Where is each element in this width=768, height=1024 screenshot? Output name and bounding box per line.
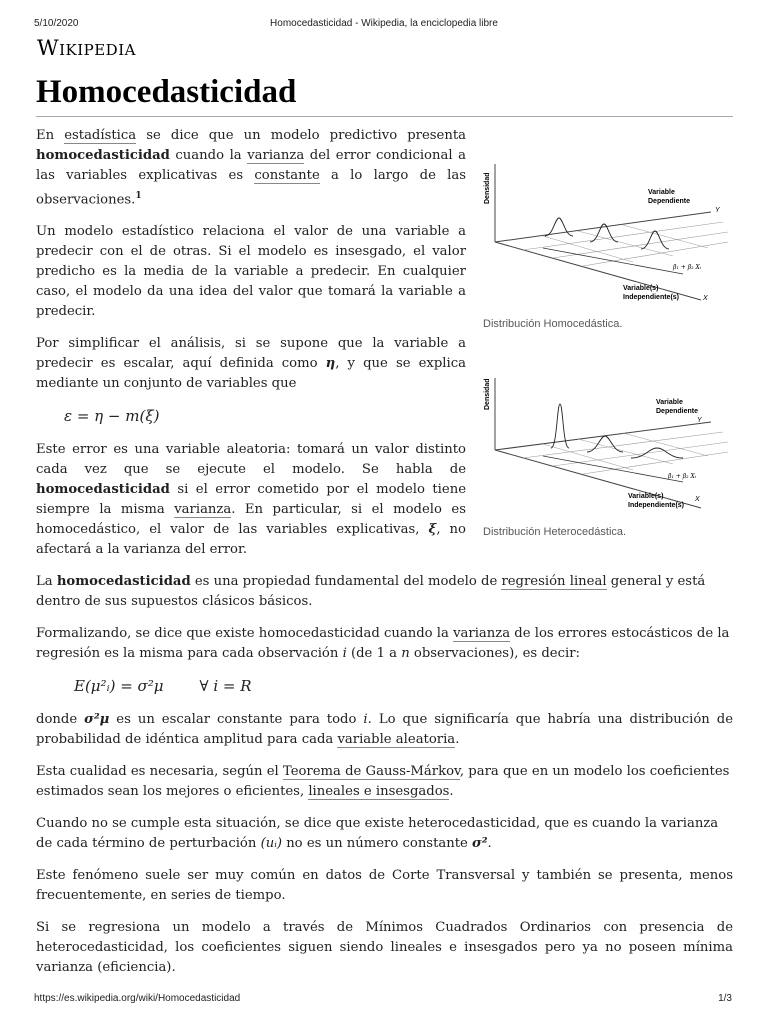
math-n: n (401, 646, 410, 662)
bold-term: homocedasticidad (56, 574, 191, 590)
formula-error: ε = η − m(ξ) (64, 407, 160, 426)
print-footer (0, 993, 768, 1007)
wordmark-text: Wikipedia (37, 36, 136, 60)
link-gauss-markov[interactable]: Teorema de Gauss-Márkov (282, 764, 460, 780)
text: . (487, 836, 492, 852)
bold-term: homocedasticidad (36, 482, 170, 498)
text: . Lo que significaría que habría una distribución de probabilidad de idéntica amplitud para cada (36, 712, 733, 748)
paragraph-10: Este fenómeno suele ser muy común en datos de Corte Transversal y también se presenta, menos frecuentemente, en series de tiempo. (36, 868, 733, 904)
math-xi: ξ (428, 522, 437, 538)
text: es un escalar constante para todo (109, 712, 364, 728)
paragraph-7 (36, 710, 733, 750)
text: , para que en un modelo los coeficientes estimados sean los mejores o eficientes, (36, 764, 730, 800)
axis-x-label: X (703, 295, 708, 302)
math-sigma-mu: σ²μ (84, 712, 110, 728)
text: donde (36, 712, 85, 728)
text: La (36, 574, 57, 590)
math-u-i: (uᵢ) (260, 836, 282, 852)
text: se dice que un modelo predictivo presenta (136, 128, 466, 143)
text: Esta cualidad es necesaria, según el (36, 764, 283, 780)
text: En (36, 128, 65, 143)
dependent-label-2: Dependiente (648, 198, 691, 205)
paragraph-2: Un modelo estadístico relaciona el valor de una variable a predecir con el de otras. Si el modelo es insesgado, el valor predicho es la media de la variable a predecir. En cualquier caso, el modelo da una idea del valor que tomará la variable a predecir. (36, 224, 466, 320)
heterocedastic-chart (483, 370, 733, 520)
link-regresion-lineal[interactable]: regresión lineal (501, 574, 607, 590)
axis-x-label: X (695, 496, 700, 503)
line-label: β₁ + β₂ Xᵢ (673, 264, 701, 271)
text: de los errores estocásticos de la regresión es la misma para cada observación (36, 626, 730, 662)
text: . (449, 784, 454, 800)
text: observaciones), es decir: (409, 646, 580, 662)
link-lineales-insesgados[interactable]: lineales e insesgados (308, 784, 450, 800)
paragraph-intro (36, 126, 466, 210)
paragraph-5 (36, 572, 733, 612)
print-page-number: 1/3 (718, 993, 732, 1004)
figure-caption: Distribución Heterocedástica. (483, 526, 627, 538)
reference-1[interactable]: 1 (135, 191, 142, 201)
figure-caption: Distribución Homocedástica. (483, 318, 623, 330)
dependent-label-1: Variable (656, 399, 683, 406)
text: (de (346, 646, 377, 662)
independent-label-1: Variable(s) (623, 285, 659, 292)
text: Formalizando, se dice que existe homocedasticidad cuando la (36, 626, 454, 642)
intro-column (36, 126, 466, 572)
text: Este error es una variable aleatoria: tomará un valor distinto cada vez que se ejecute el modelo. Se habla de (36, 442, 466, 478)
formula-left: E(μ²ᵢ) = σ²μ (74, 677, 164, 696)
line-label: β₁ + β₂ Xᵢ (668, 473, 696, 480)
paragraph-6 (36, 624, 733, 664)
paragraph-3 (36, 334, 466, 394)
text: , no afectará a la varianza del error. (36, 522, 466, 558)
homocedastic-chart (483, 152, 733, 312)
link-variable-aleatoria[interactable]: variable aleatoria (337, 732, 456, 748)
math-i: i (363, 712, 368, 728)
text: si el error cometido por el modelo tiene siempre la misma (36, 482, 466, 518)
independent-label-2: Independiente(s) (628, 502, 685, 509)
text: , y que se explica mediante un conjunto de variables que (36, 356, 466, 392)
text: Cuando no se cumple esta situación, se dice que existe heterocedasticidad, que es cuando la varianza de cada término de perturbación (36, 816, 719, 852)
math-eta: η (325, 356, 336, 372)
print-date: 5/10/2020 (34, 18, 79, 29)
print-header (0, 18, 768, 32)
wikipedia-wordmark[interactable] (37, 36, 136, 60)
figure-column (483, 126, 733, 542)
link-varianza[interactable]: varianza (174, 502, 232, 518)
independent-label-2: Independiente(s) (623, 294, 680, 301)
bold-term: homocedasticidad (36, 148, 170, 163)
text: . En particular, si el modelo es homocedástico, el valor de las variables explicativas, (36, 502, 466, 538)
link-varianza[interactable]: varianza (247, 148, 305, 163)
paragraph-4 (36, 440, 466, 560)
independent-label-1: Variable(s) (628, 493, 664, 500)
link-estadistica[interactable]: estadística (64, 128, 137, 143)
dependent-label-2: Dependiente (656, 408, 699, 415)
text: es una propiedad fundamental del modelo de (190, 574, 502, 590)
paragraph-11: Si se regresiona un modelo a través de Mínimos Cuadrados Ordinarios con presencia de heterocedasticidad, los coeficientes siguen siendo lineales e insesgados pero ya no poseen mínima varianza (eficiencia). (36, 920, 733, 976)
print-page-title: Homocedasticidad - Wikipedia, la enciclopedia libre (270, 18, 498, 29)
article-body (36, 126, 733, 990)
link-constante[interactable]: constante (254, 168, 320, 183)
math-i: i (342, 646, 347, 662)
text: a (384, 646, 402, 662)
text: Por simplificar el análisis, si se supone que la variable a predecir es escalar, aquí definida como (36, 336, 466, 372)
figure-heterocedastic (483, 370, 733, 542)
text: general y está dentro de sus supuestos clásicos básicos. (36, 574, 706, 610)
figure-homocedastic (483, 152, 733, 334)
paragraph-8 (36, 762, 733, 802)
axis-density-label: Densidad (484, 172, 491, 204)
text: del error condicional a las variables explicativas es (36, 148, 466, 183)
text: . (455, 732, 460, 748)
axis-y-label: Y (715, 207, 720, 214)
link-varianza[interactable]: varianza (453, 626, 511, 642)
page-title: Homocedasticidad (36, 72, 733, 117)
text: a lo largo de las observaciones. (36, 168, 466, 208)
text: cuando la (169, 148, 248, 163)
math-sigma-squared: σ² (472, 836, 488, 852)
text: no es un número constante (282, 836, 473, 852)
paragraph-9 (36, 814, 733, 854)
print-url: https://es.wikipedia.org/wiki/Homocedasticidad (34, 993, 241, 1004)
dependent-label-1: Variable (648, 189, 675, 196)
axis-density-label: Densidad (484, 378, 491, 410)
math-one: 1 (376, 646, 385, 662)
formula-right: ∀ i = R (199, 677, 252, 696)
formula-homocedasticity (74, 676, 733, 696)
axis-y-label: Y (697, 417, 702, 424)
